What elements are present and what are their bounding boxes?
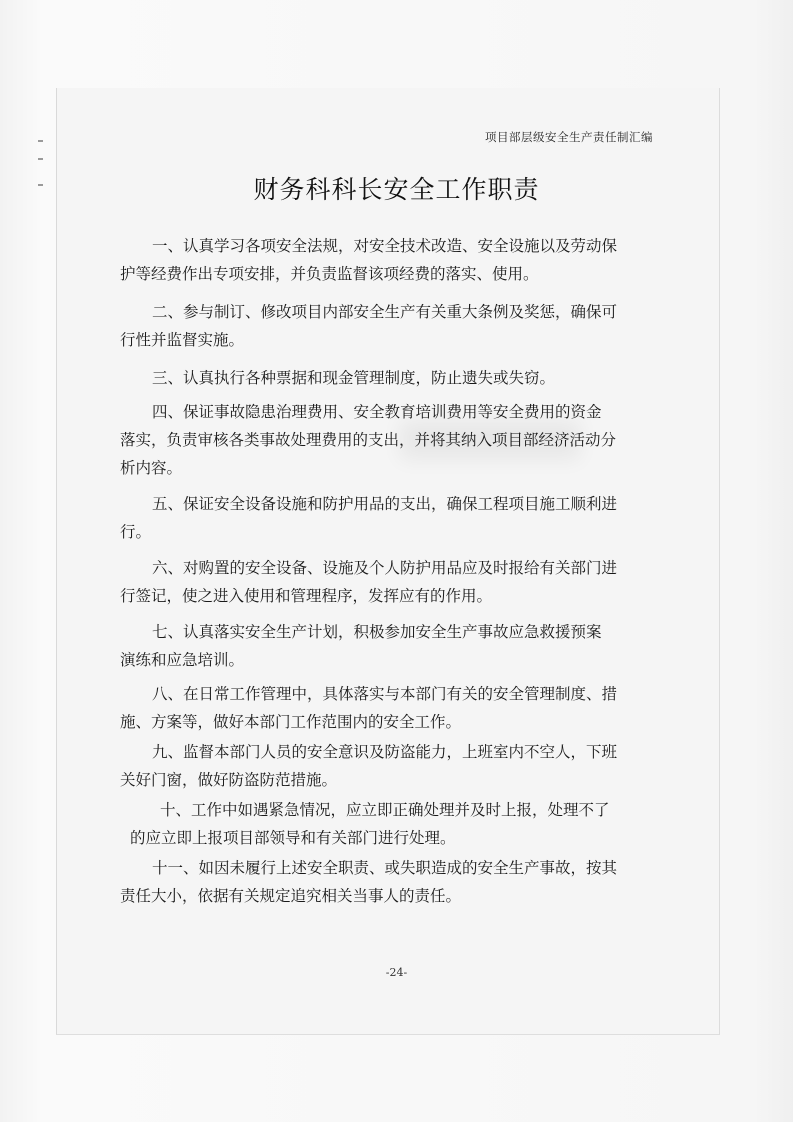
page-title: 财务科科长安全工作职责 (253, 175, 540, 204)
paragraph-9 (120, 742, 672, 790)
paragraph-line: 十、工作中如遇紧急情况，应立即正确处理并及时上报，处理不了 (160, 801, 610, 819)
paragraph-7 (120, 622, 672, 670)
paragraph-line: 的应立即上报项目部领导和有关部门进行处理。 (130, 829, 456, 847)
paragraph-line: 七、认真落实安全生产计划，积极参加安全生产事故应急救援预案 (152, 623, 602, 641)
paragraph-line: 六、对购置的安全设备、设施及个人防护用品应及时报给有关部门进 (152, 559, 618, 577)
paragraph-1 (120, 236, 672, 284)
paragraph-10 (120, 800, 672, 848)
paragraph-line: 十一、如因未履行上述安全职责、或失职造成的安全生产事故，按其 (152, 859, 618, 877)
paragraph-line: 析内容。 (120, 459, 183, 477)
paragraph-11 (120, 858, 672, 906)
paragraph-line: 一、认真学习各项安全法规，对安全技术改造、安全设施以及劳动保 (152, 237, 618, 255)
paragraph-8 (120, 684, 672, 732)
paragraph-2 (120, 302, 672, 350)
paragraph-3 (120, 368, 672, 388)
paragraph-line: 责任大小，依据有关规定追究相关当事人的责任。 (120, 887, 462, 905)
page-number: -24- (385, 966, 408, 979)
paragraph-line: 五、保证安全设备设施和防护用品的支出，确保工程项目施工顺利进 (152, 495, 618, 513)
paragraph-6 (120, 558, 672, 606)
paragraph-line: 行。 (120, 523, 152, 541)
paragraph-line: 行签记，使之进入使用和管理程序，发挥应有的作用。 (120, 587, 493, 605)
paragraph-line: 关好门窗，做好防盗防范措施。 (120, 771, 338, 789)
paragraph-line: 三、认真执行各种票据和现金管理制度，防止遗失或失窃。 (152, 369, 556, 387)
paragraph-line: 演练和应急培训。 (120, 651, 245, 669)
paragraph-line: 落实，负责审核各类事故处理费用的支出，并将其纳入项目部经济活动分 (120, 431, 617, 449)
document-body (120, 236, 672, 906)
paragraph-line: 九、监督本部门人员的安全意识及防盗能力，上班室内不空人，下班 (152, 743, 618, 761)
paragraph-5 (120, 494, 672, 542)
paragraph-4 (120, 402, 672, 478)
paragraph-line: 护等经费作出专项安排，并负责监督该项经费的落实、使用。 (120, 265, 539, 283)
paragraph-line: 二、参与制订、修改项目内部安全生产有关重大条例及奖惩，确保可 (152, 303, 618, 321)
paragraph-line: 八、在日常工作管理中，具体落实与本部门有关的安全管理制度、措 (152, 685, 618, 703)
running-header: 项目部层级安全生产责任制汇编 (485, 130, 653, 144)
paragraph-line: 行性并监督实施。 (120, 331, 245, 349)
paragraph-line: 四、保证事故隐患治理费用、安全教育培训费用等安全费用的资金 (152, 403, 602, 421)
paragraph-line: 施、方案等，做好本部门工作范围内的安全工作。 (120, 713, 462, 731)
